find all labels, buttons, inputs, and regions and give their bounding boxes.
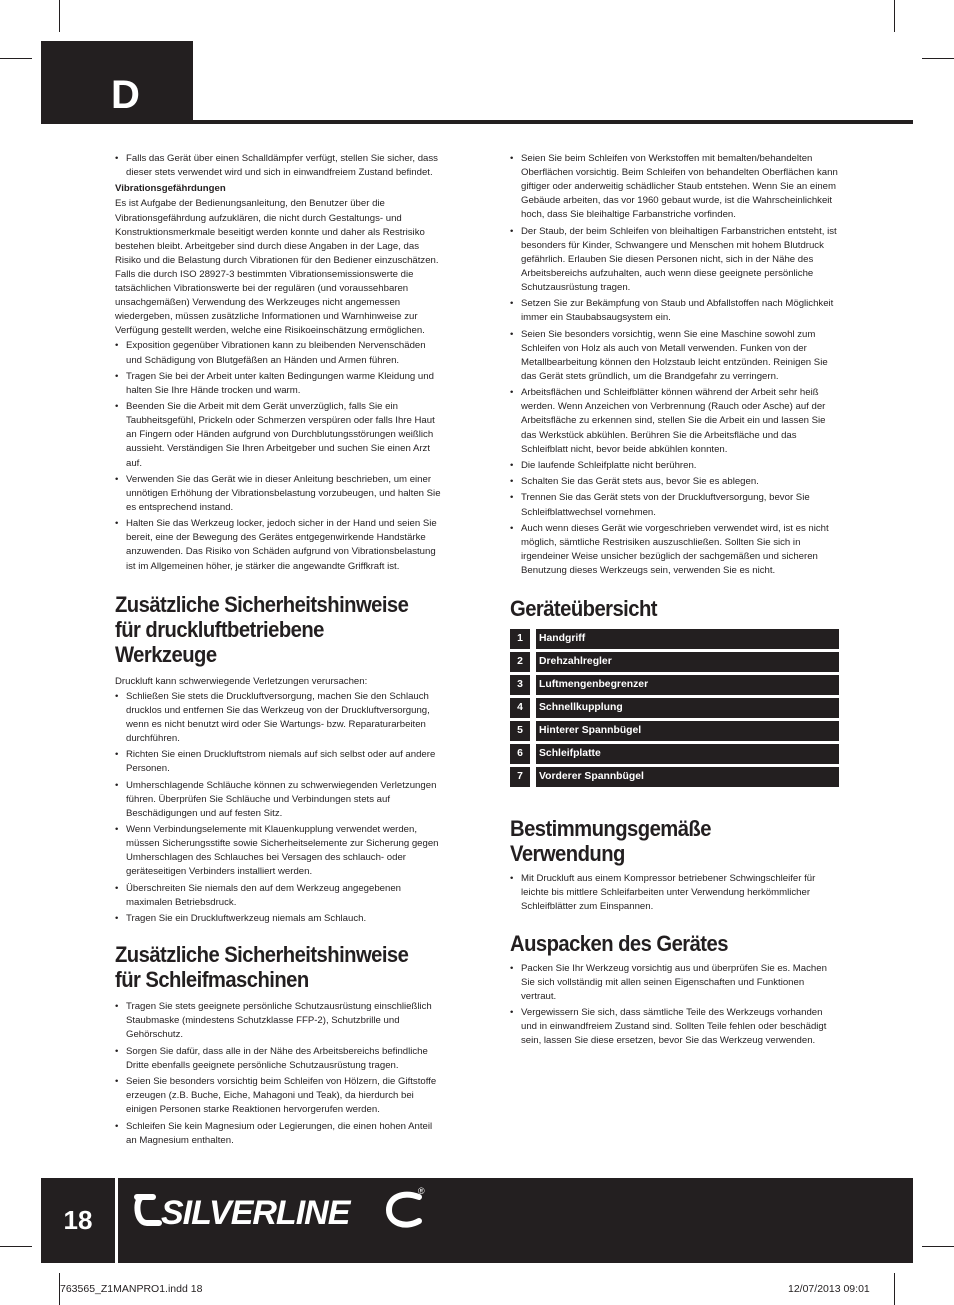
page-number: 18 — [63, 1205, 93, 1235]
unpacking-section — [510, 931, 839, 956]
part-name: Schnellkupplung — [536, 698, 839, 718]
parts-table — [510, 626, 839, 790]
header-rule — [193, 120, 913, 124]
list-item: • Tragen Sie stets geeignete persönliche Schutzausrüstung einschließlich Staubmaske (mindestens Schutzklasse FFP-2), Schutzbrille und Gehörschutz. — [115, 1000, 442, 1042]
crop-mark — [894, 1273, 895, 1305]
part-name: Vorderer Spannbügel — [536, 767, 839, 787]
slug-date: 12/07/2013 09:01 — [788, 1283, 870, 1295]
list-item: • Setzen Sie zur Bekämpfung von Staub und Abfallstoffen nach Möglichkeit immer ein Staubabsaugsystem ein. — [510, 297, 839, 325]
list-item: • Exposition gegenüber Vibrationen kann zu bleibenden Nervenschäden und Schädigung von Blutgefäßen an Händen und Armen führen. — [115, 339, 442, 367]
table-row — [510, 744, 839, 764]
list-item: • Seien Sie beim Schleifen von Werkstoffen mit bemalten/behandelten Oberflächen vorsichtig. Beim Schleifen von behandelten Oberflächen kann giftiger oder anderweitig schädlicher Staub entstehen. Wenn Sie an einem Gebäude arbeiten, das vor 1960 gebaut wurde, ist die Wahrscheinlichkeit hoch, dass Sie bleihaltige Farbanstriche vorfinden. — [510, 152, 839, 222]
crop-mark — [922, 1246, 954, 1247]
footer-divider — [115, 1178, 118, 1263]
list-item: • Falls das Gerät über einen Schalldämpfer verfügt, stellen Sie sicher, dass dieser stets verwendet wird und sich in einwandfreiem Zustand befindet. — [115, 152, 442, 180]
list-item: • Die laufende Schleifplatte nicht berühren. — [510, 459, 839, 473]
list-item: • Schleifen Sie kein Magnesium oder Legierungen, die einen hohen Anteil an Magnesium enthalten. — [115, 1120, 442, 1148]
svg-text:®: ® — [418, 1186, 425, 1196]
intended-use-bullets — [510, 872, 839, 914]
part-name: Handgriff — [536, 629, 839, 649]
left-column — [115, 152, 442, 1150]
list-item: • Der Staub, der beim Schleifen von bleihaltigen Farbanstrichen entsteht, ist besonders für Kinder, Schwangere und Menschen mit hohem Blutdruck gefährlich. Erlauben Sie diesen Personen nicht, sich in der Nähe des Arbeitsbereichs aufzuhalten, auch wenn diese geeignete persönliche Schutzausrüstung tragen. — [510, 225, 839, 295]
table-row — [510, 652, 839, 672]
crop-mark — [0, 58, 32, 59]
sanding-bullets — [510, 152, 839, 578]
unpacking-bullets — [510, 962, 839, 1049]
section-title: Bestimmungsgemäße Verwendung — [510, 816, 711, 867]
list-item: • Schließen Sie stets die Druckluftversorgung, machen Sie den Schlauch drucklos und entfernen Sie das Werkzeug von der Druckluftversorgung, wenn es nicht benutzt wird oder Sie Wartungs- bzw. Reparaturarbeiten durchführen. — [115, 690, 442, 746]
part-number: 2 — [510, 652, 530, 672]
list-item: • Vergewissern Sie sich, dass sämtliche Teile des Werkzeugs vorhanden und in einwandfreiem Zustand sind. Sollten Teile fehlen oder beschädigt sein, lassen Sie diese ersetzen, bevor Sie das Werkzeug verwenden. — [510, 1006, 839, 1048]
sanders-bullets — [115, 1000, 442, 1148]
silverline-logo — [133, 1183, 433, 1235]
part-number: 5 — [510, 721, 530, 741]
vibration-paragraph: Es ist Aufgabe der Bedienungsanleitung, den Benutzer über die Vibrationsgefährdung aufzuklären, die nicht durch Gestaltungs- und Konstruktionsmerkmale beseitigt werden konnte und daher als Restrisiko bestehen bleibt. Arbeitgeber sind durch diese Angaben in der Lage, das Risiko und die Belastung durch Vibrationen für den Bediener einzuschätzen. Falls die durch ISO 28927-3 bestimmten Vibrationsemissionswerte die tatsächlichen Vibrationswerte bei der regulären (und voraussehbaren unsachgemäßen) Verwendung des Werkzeuges nicht angemessen wiedergeben, müssen zusätzliche Informationen und Warnhinweise zur Verfügung gestellt werden, welche eine Risikoeinschätzung ermöglichen. — [115, 198, 439, 337]
list-item: • Schalten Sie das Gerät stets aus, bevor Sie es ablegen. — [510, 475, 839, 489]
part-number: 1 — [510, 629, 530, 649]
list-item: • Überschreiten Sie niemals den auf dem Werkzeug angegebenen maximalen Betriebsdruck. — [115, 882, 442, 910]
part-number: 7 — [510, 767, 530, 787]
part-name: Hinterer Spannbügel — [536, 721, 839, 741]
crop-mark — [922, 58, 954, 59]
list-item: • Wenn Verbindungselemente mit Klauenkupplung verwendet werden, müssen Sicherungsstifte sowie Sicherheitselemente zur Sicherung gegen Umherschlagen des Schlauches bei Versagen des schlauch- oder geräteseitigen Verbinders installiert werden. — [115, 823, 442, 879]
list-item: • Mit Druckluft aus einem Kompressor betriebener Schwingschleifer für leichte bis mittlere Schleifarbeiten unter Verwendung herkömmlicher Schleifblätter zum Einspannen. — [510, 872, 839, 914]
list-item: • Tragen Sie ein Druckluftwerkzeug niemals am Schlauch. — [115, 912, 442, 926]
table-row — [510, 698, 839, 718]
list-item: • Sorgen Sie dafür, dass alle in der Nähe des Arbeitsbereichs befindliche Dritte ebenfalls geeignete persönliche Schutzausrüstung tragen. — [115, 1045, 442, 1073]
list-item: • Seien Sie besonders vorsichtig beim Schleifen von Hölzern, die Giftstoffe erzeugen (z.B. Buche, Eiche, Mahagoni und Teak), da hierdurch bei einigen Personen starke Reaktionen hervorgerufen werden. — [115, 1075, 442, 1117]
list-item: • Verwenden Sie das Gerät wie in dieser Anleitung beschrieben, um einer unnötigen Erhöhung der Vibrationsbelastung vorzubeugen, und halten Sie es entsprechend instand. — [115, 473, 442, 515]
vibration-bullets — [115, 339, 442, 573]
table-row — [510, 767, 839, 787]
right-column — [510, 152, 839, 1050]
table-row — [510, 721, 839, 741]
crop-mark — [59, 0, 60, 32]
section-title: Zusätzliche Sicherheitshinweise für druckluftbetriebene Werkzeuge — [115, 591, 409, 667]
section-title: Zusätzliche Sicherheitshinweise für Schleifmaschinen — [115, 942, 409, 993]
table-row — [510, 629, 839, 649]
section-intro: Druckluft kann schwerwiegende Verletzungen verursachen: — [115, 675, 368, 687]
list-item: • Richten Sie einen Druckluftstrom niemals auf sich selbst oder auf andere Personen. — [115, 748, 442, 776]
part-name: Luftmengenbegrenzer — [536, 675, 839, 695]
language-code: D — [111, 73, 140, 117]
compressed-air-section — [115, 592, 442, 667]
bullet-list — [115, 152, 442, 180]
section-title: Auspacken des Gerätes — [510, 930, 728, 956]
part-name: Schleifplatte — [536, 744, 839, 764]
list-item: • Auch wenn dieses Gerät wie vorgeschrieben verwendet wird, ist es nicht möglich, sämtliche Restrisiken auszuschließen. Sollten Sie sich in irgendeiner Weise unsicher bezüglich der sachgemäßen und sicheren Benutzung dieses Werkzeugs sein, verwenden Sie es nicht. — [510, 522, 839, 578]
crop-mark — [0, 1246, 32, 1247]
crop-mark — [894, 0, 895, 32]
part-number: 3 — [510, 675, 530, 695]
intended-use-section — [510, 816, 839, 866]
part-number: 4 — [510, 698, 530, 718]
list-item: • Umherschlagende Schläuche können zu schwerwiegenden Verletzungen führen. Überprüfen Sie Schläuche und Verbindungen stets auf Beschädigungen und auf festen Sitz. — [115, 779, 442, 821]
list-item: • Halten Sie das Werkzeug locker, jedoch sicher in der Hand und seien Sie bereit, eine der Bewegung des Gerätes entgegenwirkende Handstärke anzuwenden. Das Risiko von Schäden aufgrund von Vibrationsbelastung ist im Allgemeinen höher, je stärker die angewandte Griffkraft ist. — [115, 517, 442, 573]
list-item: • Seien Sie besonders vorsichtig, wenn Sie eine Maschine sowohl zum Schleifen von Holz als auch von Metall verwenden. Funken von der Metallbearbeitung können den Holzstaub leicht entzünden. Reinigen Sie das Gerät stets gründlich, um die Brandgefahr zu verringern. — [510, 328, 839, 384]
list-item: • Packen Sie Ihr Werkzeug vorsichtig aus und überprüfen Sie es. Machen Sie sich vollständig mit allen seinen Eigenschaften und Funktionen vertraut. — [510, 962, 839, 1004]
language-tab — [41, 41, 193, 124]
vibration-heading: Vibrationsgefährdungen — [115, 183, 226, 195]
section-title: Geräteübersicht — [510, 596, 657, 622]
part-number: 6 — [510, 744, 530, 764]
slug-file: 763565_Z1MANPRO1.indd 18 — [60, 1283, 203, 1295]
list-item: • Tragen Sie bei der Arbeit unter kalten Bedingungen warme Kleidung und halten Sie Ihre Hände trocken und warm. — [115, 370, 442, 398]
list-item: • Trennen Sie das Gerät stets von der Druckluftversorgung, bevor Sie Schleifblattwechsel vornehmen. — [510, 491, 839, 519]
svg-text:SILVERLINE: SILVERLINE — [161, 1194, 350, 1232]
part-name: Drehzahlregler — [536, 652, 839, 672]
list-item: • Arbeitsflächen und Schleifblätter können während der Arbeit sehr heiß werden. Wenn Anzeichen von Verbrennung (Rauch oder Asche) auf der Arbeitsfläche zu erkennen sind, stellen Sie die Arbeit ein und lassen Sie das Werkstück abkühlen. Berühren Sie die Arbeitsfläche und das Schleifblatt nicht, bevor beide abkühlen konnten. — [510, 386, 839, 456]
list-item: • Beenden Sie die Arbeit mit dem Gerät unverzüglich, falls Sie ein Taubheitsgefühl, Prickeln oder Schmerzen verspüren oder falls Ihre Haut an Fingern oder Händen aufgrund von Durchblutungsstörungen weißlich aussieht. Verständigen Sie Ihren Arbeitgeber und suchen Sie einen Arzt auf. — [115, 400, 442, 470]
sanders-section — [115, 942, 442, 992]
table-row — [510, 675, 839, 695]
overview-section — [510, 596, 839, 621]
compressed-air-bullets — [115, 690, 442, 926]
